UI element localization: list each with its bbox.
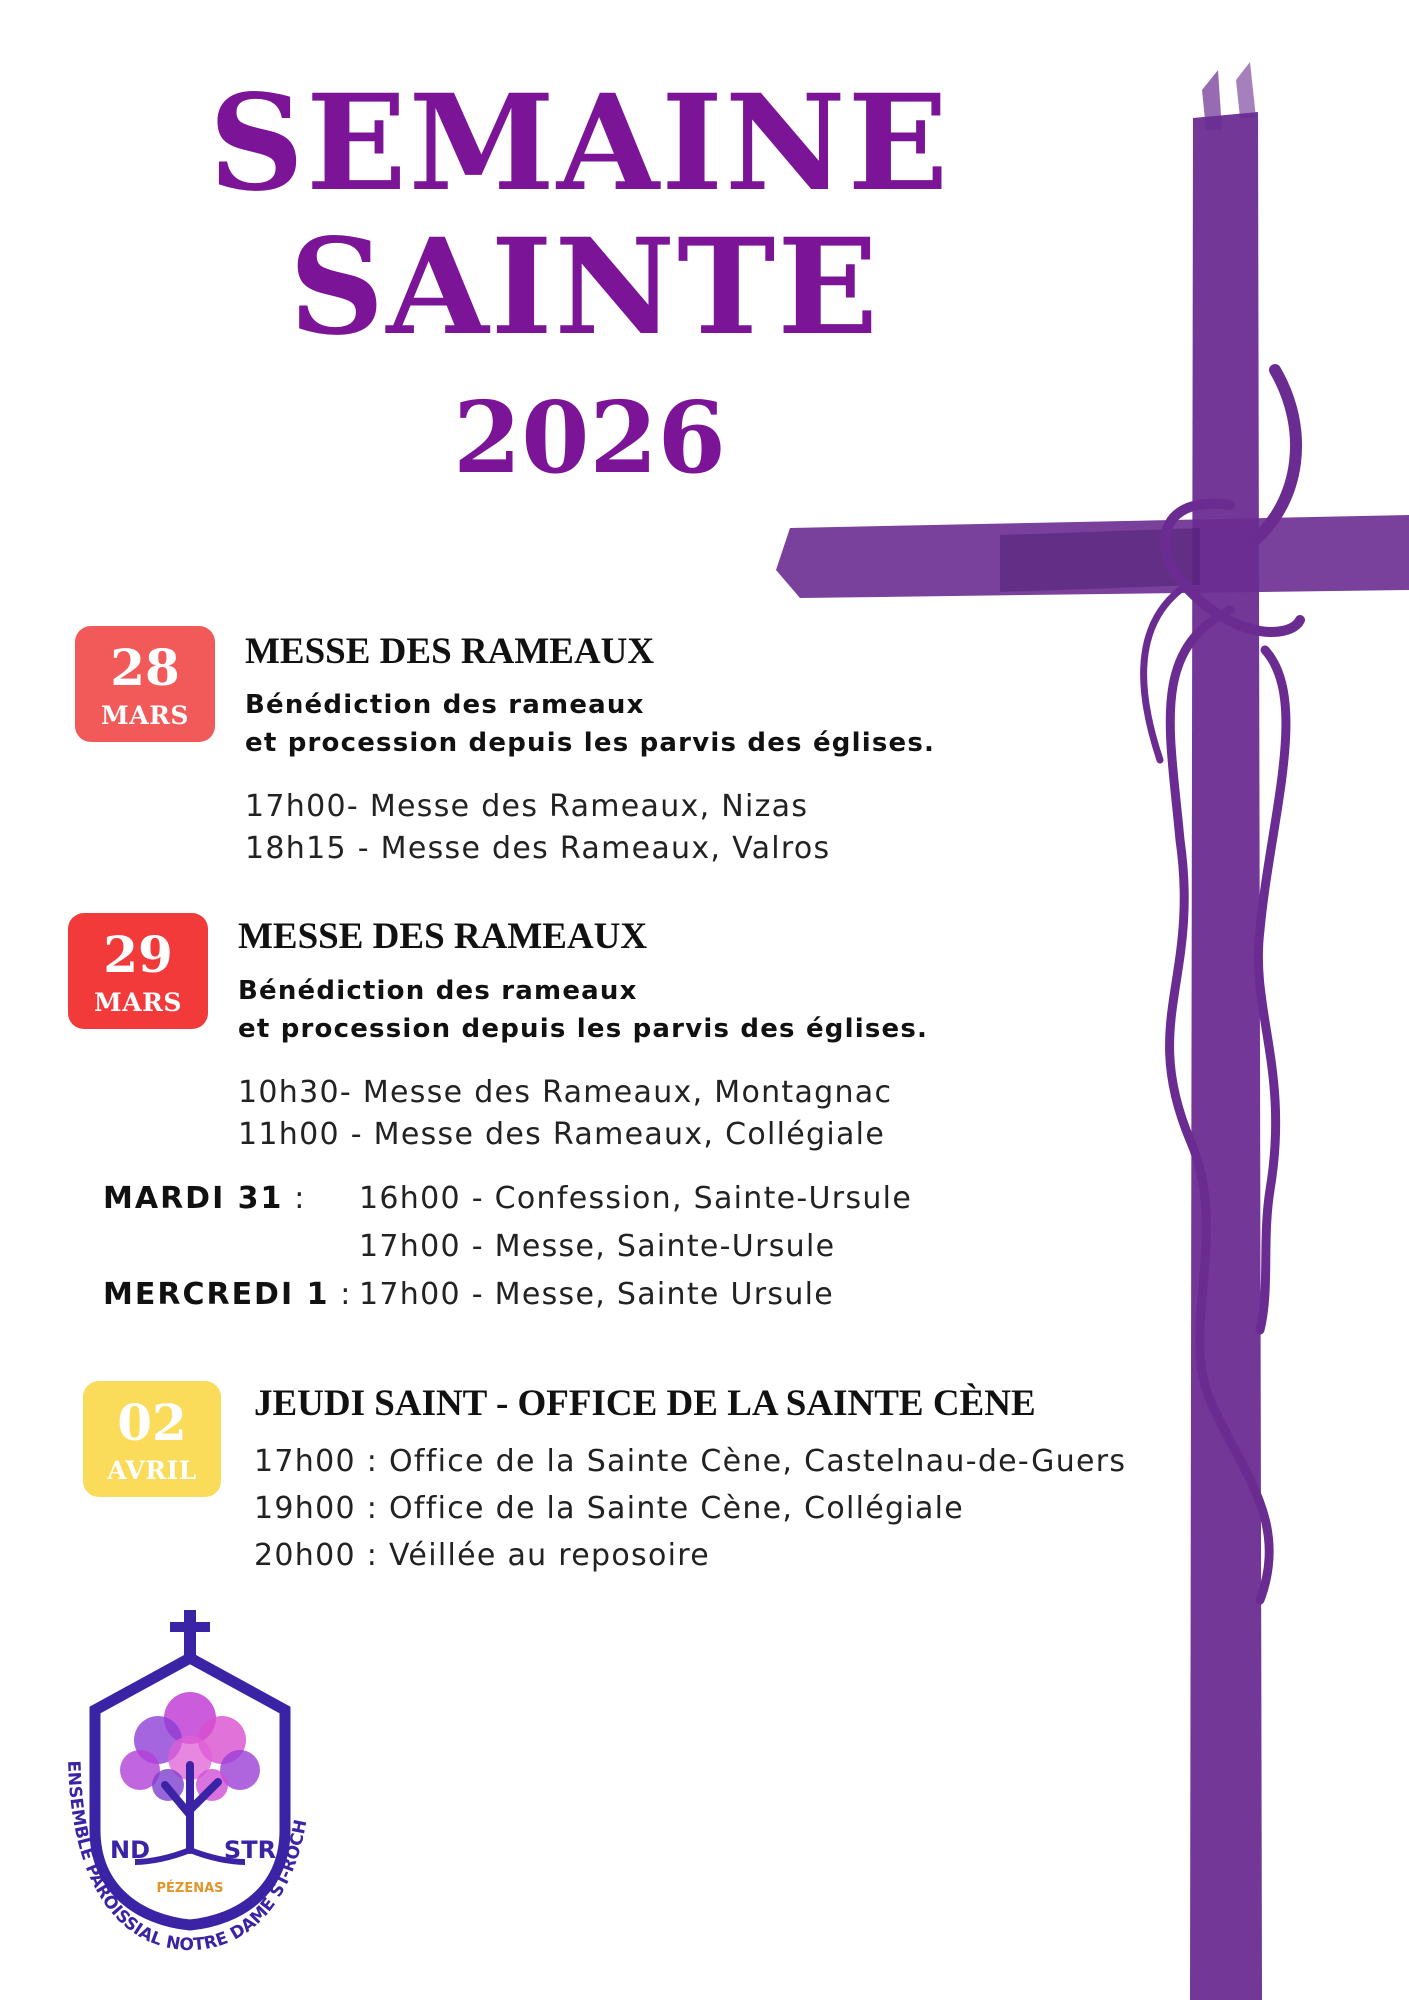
event-schedule: [254, 1438, 1126, 1579]
event-subtitle-line: Bénédiction des rameaux: [245, 690, 645, 720]
event-subtitle-line: et procession depuis les parvis des églises.: [238, 1014, 929, 1044]
date-month: MARS: [101, 701, 189, 730]
schedule-line: 10h30- Messe des Rameaux, Montagnac: [238, 1075, 893, 1110]
logo-left-initials: ND: [109, 1836, 151, 1864]
page-title-year: 2026: [453, 381, 726, 496]
date-badge-29-mars: [68, 913, 208, 1029]
schedule-line: 17h00 : Office de la Sainte Cène, Castelnau-de-Guers: [254, 1444, 1127, 1479]
event-schedule: [238, 1072, 892, 1156]
weekday-separator: :: [283, 1181, 306, 1216]
event-schedule: [245, 786, 830, 870]
weekday-separator: :: [329, 1277, 352, 1312]
schedule-line: 18h15 - Messe des Rameaux, Valros: [245, 831, 831, 866]
weekday-line: 16h00 - Confession, Sainte-Ursule: [359, 1181, 913, 1216]
date-month: MARS: [94, 988, 182, 1017]
date-badge-28-mars: [75, 626, 215, 742]
event-title: JEUDI SAINT - OFFICE DE LA SAINTE CÈNE: [254, 1383, 1036, 1424]
date-day: 28: [110, 638, 180, 697]
weekday-line: 17h00 - Messe, Sainte-Ursule: [359, 1229, 836, 1264]
date-badge-02-avril: [83, 1381, 221, 1497]
event-title: MESSE DES RAMEAUX: [245, 631, 655, 672]
weekday-line: 17h00 - Messe, Sainte Ursule: [359, 1277, 835, 1312]
parish-logo: [40, 1600, 340, 1980]
event-title: MESSE DES RAMEAUX: [238, 916, 648, 957]
weekday-label-mardi: [103, 1181, 306, 1216]
event-subtitle-line: Bénédiction des rameaux: [238, 976, 638, 1006]
page-title-line1: SEMAINE: [208, 66, 951, 221]
logo-right-initials: STR: [223, 1836, 277, 1864]
logo-ring-text-path: ENSEMBLE PAROISSIAL NOTRE DAME ST-ROCH: [63, 1760, 312, 1956]
event-subtitle: [238, 972, 928, 1048]
schedule-line: 11h00 - Messe des Rameaux, Collégiale: [238, 1117, 886, 1152]
schedule-line: 17h00- Messe des Rameaux, Nizas: [245, 789, 809, 824]
date-day: 29: [103, 925, 173, 984]
weekday-name: MARDI 31: [103, 1181, 284, 1216]
date-month: AVRIL: [107, 1456, 197, 1485]
event-subtitle-line: et procession depuis les parvis des églises.: [245, 728, 936, 758]
weekday-label-mercredi: [103, 1277, 352, 1312]
logo-cross-icon: [170, 1610, 210, 1656]
date-day: 02: [117, 1393, 187, 1452]
schedule-line: 20h00 : Véillée au reposoire: [254, 1538, 710, 1573]
page-title-line2: SAINTE: [289, 210, 880, 365]
schedule-line: 19h00 : Office de la Sainte Cène, Collégiale: [254, 1491, 965, 1526]
weekday-name: MERCREDI 1: [103, 1277, 330, 1312]
logo-town: PÉZENAS: [156, 1881, 224, 1896]
event-subtitle: [245, 686, 935, 762]
